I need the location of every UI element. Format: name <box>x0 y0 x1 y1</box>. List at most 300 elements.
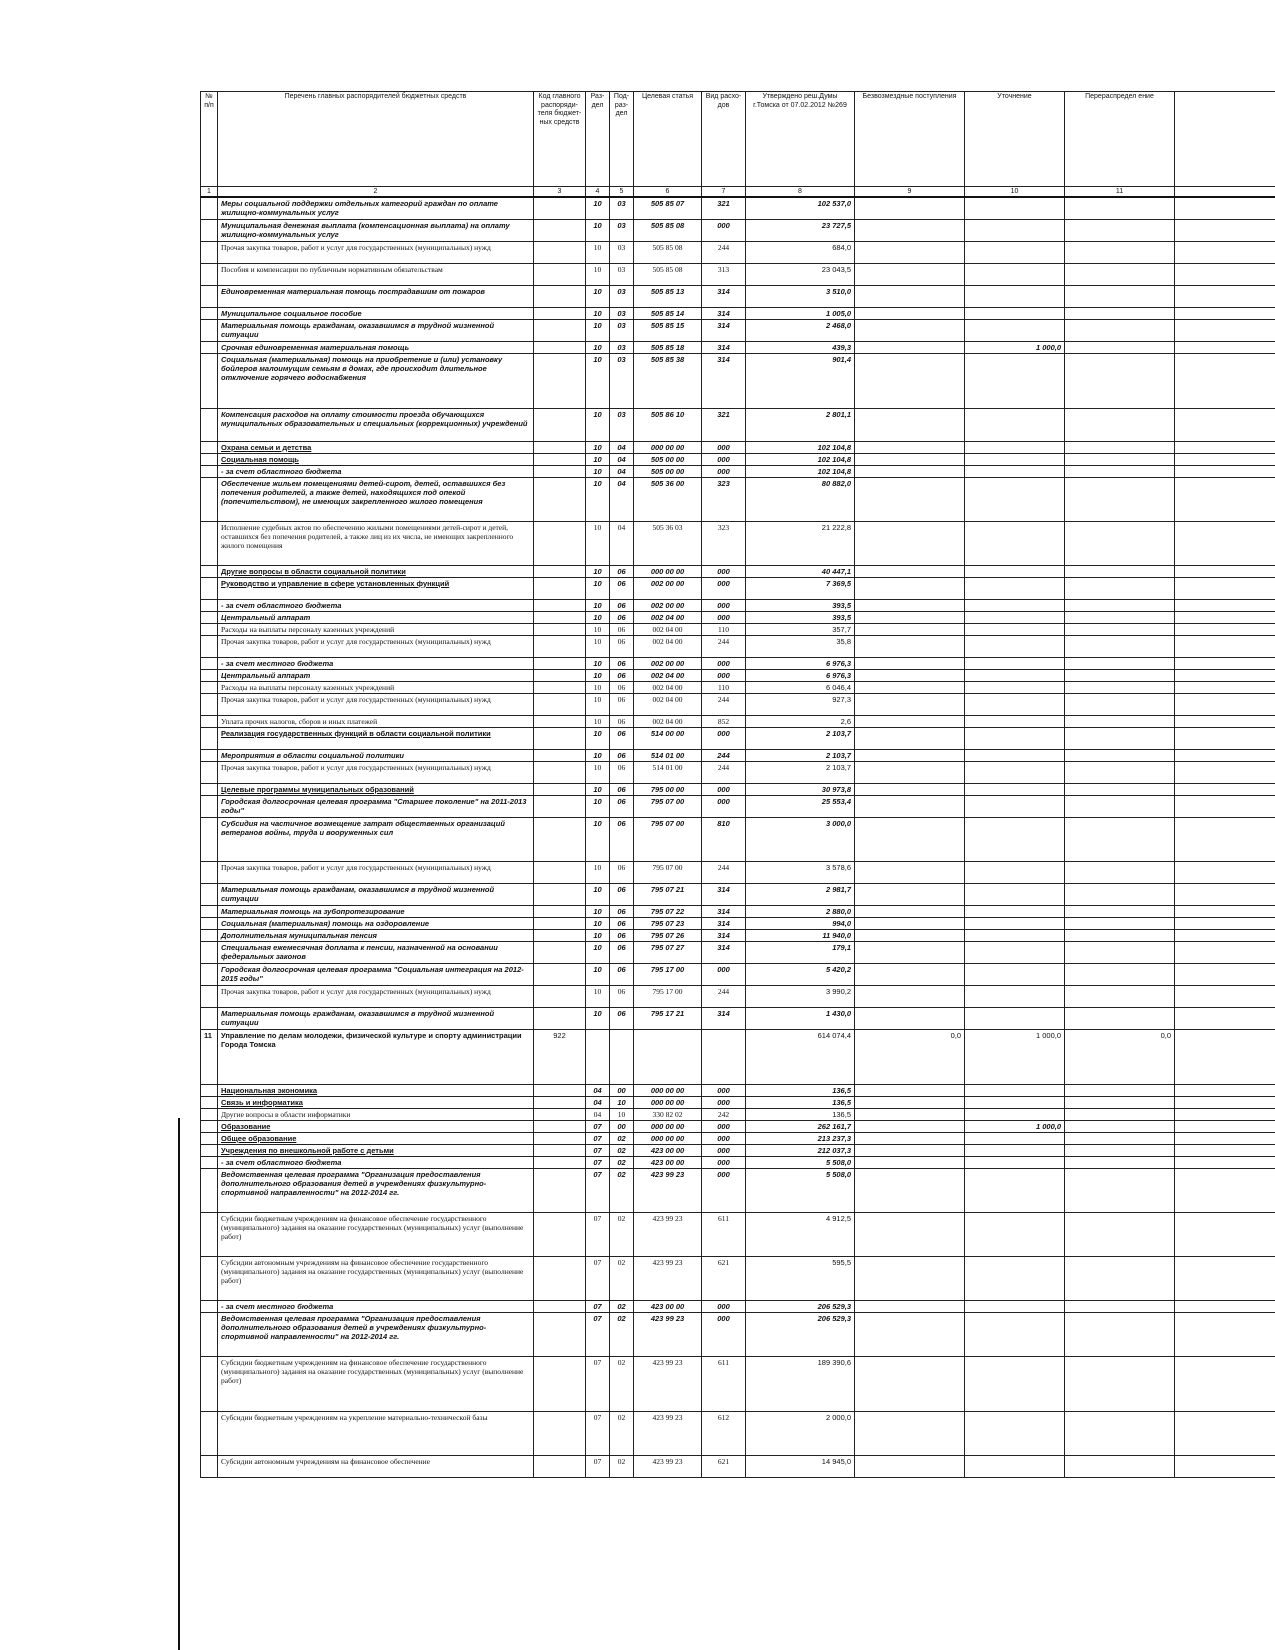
row-number <box>201 285 218 307</box>
row-redistribution <box>1065 1312 1175 1356</box>
row-number <box>201 599 218 611</box>
row-grants <box>855 715 965 727</box>
row-approved: 439,3 <box>746 341 855 353</box>
row-statya: 505 85 08 <box>634 263 702 285</box>
row-code <box>534 727 586 749</box>
row-statya: 505 00 00 <box>634 453 702 465</box>
row-razdel: 10 <box>586 263 610 285</box>
row-razdel: 04 <box>586 1096 610 1108</box>
row-razdel: 10 <box>586 669 610 681</box>
row-razdel: 10 <box>586 657 610 669</box>
row-code <box>534 1084 586 1096</box>
row-approved: 2 880,0 <box>746 905 855 917</box>
row-vid: 323 <box>702 521 746 565</box>
row-clarification <box>965 1132 1065 1144</box>
row-grants <box>855 985 965 1007</box>
table-row <box>201 963 1275 985</box>
row-blank <box>1175 441 1275 453</box>
row-number <box>201 1356 218 1411</box>
row-clarification: 1 000,0 <box>965 341 1065 353</box>
row-clarification <box>965 795 1065 817</box>
row-name: Реализация государственных функций в области социальной политики <box>218 727 534 749</box>
row-number <box>201 883 218 905</box>
row-code <box>534 353 586 408</box>
row-grants <box>855 611 965 623</box>
row-clarification <box>965 1144 1065 1156</box>
row-code <box>534 657 586 669</box>
row-blank <box>1175 577 1275 599</box>
row-number <box>201 1312 218 1356</box>
row-approved: 212 037,3 <box>746 1144 855 1156</box>
row-podrazdel <box>610 1029 634 1084</box>
row-grants <box>855 669 965 681</box>
row-vid: 321 <box>702 408 746 441</box>
row-name: Специальная ежемесячная доплата к пенсии, назначенной на основании федеральных законов <box>218 941 534 963</box>
row-razdel: 10 <box>586 341 610 353</box>
row-vid: 314 <box>702 341 746 353</box>
row-approved: 102 104,8 <box>746 441 855 453</box>
row-clarification <box>965 1411 1065 1455</box>
row-blank <box>1175 1168 1275 1212</box>
row-vid: 314 <box>702 307 746 319</box>
row-vid: 110 <box>702 681 746 693</box>
row-clarification <box>965 611 1065 623</box>
row-number <box>201 1212 218 1256</box>
row-name: Субсидии бюджетным учреждениям на укрепление материально-технической базы <box>218 1411 534 1455</box>
row-blank <box>1175 1144 1275 1156</box>
row-podrazdel: 03 <box>610 285 634 307</box>
row-blank <box>1175 611 1275 623</box>
row-redistribution <box>1065 1212 1175 1256</box>
row-statya: 795 17 00 <box>634 985 702 1007</box>
row-statya <box>634 1029 702 1084</box>
row-podrazdel: 03 <box>610 263 634 285</box>
row-statya: 002 04 00 <box>634 623 702 635</box>
table-row <box>201 577 1275 599</box>
row-podrazdel: 06 <box>610 905 634 917</box>
row-approved: 136,5 <box>746 1108 855 1120</box>
row-statya: 505 85 38 <box>634 353 702 408</box>
row-vid: 000 <box>702 1096 746 1108</box>
column-number-blank <box>1175 187 1275 198</box>
row-podrazdel: 02 <box>610 1312 634 1356</box>
row-name: Расходы на выплаты персоналу казенных учреждений <box>218 623 534 635</box>
row-clarification <box>965 307 1065 319</box>
row-number <box>201 1168 218 1212</box>
row-statya: 423 99 23 <box>634 1312 702 1356</box>
row-grants <box>855 263 965 285</box>
row-clarification <box>965 1256 1065 1300</box>
row-approved: 2 103,7 <box>746 761 855 783</box>
row-podrazdel: 06 <box>610 635 634 657</box>
row-number <box>201 1156 218 1168</box>
row-statya: 002 04 00 <box>634 611 702 623</box>
row-grants <box>855 285 965 307</box>
table-row <box>201 1256 1275 1300</box>
row-number <box>201 1096 218 1108</box>
row-redistribution <box>1065 681 1175 693</box>
row-blank <box>1175 565 1275 577</box>
row-razdel: 10 <box>586 599 610 611</box>
row-razdel: 10 <box>586 681 610 693</box>
row-razdel: 07 <box>586 1312 610 1356</box>
row-grants <box>855 219 965 241</box>
row-vid: 244 <box>702 693 746 715</box>
row-code <box>534 963 586 985</box>
row-redistribution <box>1065 241 1175 263</box>
row-name: Муниципальное социальное пособие <box>218 307 534 319</box>
row-approved: 40 447,1 <box>746 565 855 577</box>
row-code <box>534 861 586 883</box>
row-podrazdel: 06 <box>610 565 634 577</box>
row-podrazdel: 02 <box>610 1300 634 1312</box>
row-podrazdel: 03 <box>610 408 634 441</box>
row-name: Центральный аппарат <box>218 611 534 623</box>
row-approved: 1 430,0 <box>746 1007 855 1029</box>
row-razdel: 10 <box>586 905 610 917</box>
row-vid: 314 <box>702 905 746 917</box>
row-podrazdel: 06 <box>610 693 634 715</box>
table-row <box>201 197 1275 219</box>
row-razdel: 10 <box>586 963 610 985</box>
row-grants <box>855 1256 965 1300</box>
row-name: Субсидии бюджетным учреждениям на финансовое обеспечение государственного (муниципального) задания на оказание государственных (муниципальных) услуг (выполнение работ) <box>218 1212 534 1256</box>
row-clarification <box>965 817 1065 861</box>
row-vid: 242 <box>702 1108 746 1120</box>
row-grants <box>855 1084 965 1096</box>
row-number <box>201 565 218 577</box>
row-number <box>201 577 218 599</box>
row-grants <box>855 599 965 611</box>
row-code <box>534 307 586 319</box>
row-vid: 000 <box>702 565 746 577</box>
row-approved: 2 801,1 <box>746 408 855 441</box>
table-row <box>201 565 1275 577</box>
row-redistribution <box>1065 761 1175 783</box>
row-blank <box>1175 623 1275 635</box>
row-podrazdel: 00 <box>610 1084 634 1096</box>
row-clarification: 1 000,0 <box>965 1029 1065 1084</box>
row-approved: 23 043,5 <box>746 263 855 285</box>
row-vid: 000 <box>702 1168 746 1212</box>
row-redistribution <box>1065 197 1175 219</box>
row-name: Единовременная материальная помощь пострадавшим от пожаров <box>218 285 534 307</box>
row-grants <box>855 1300 965 1312</box>
row-statya: 002 04 00 <box>634 635 702 657</box>
header-code: Код главного распоряди-теля бюджет-ных средств <box>534 92 586 187</box>
row-approved: 14 945,0 <box>746 1455 855 1477</box>
row-podrazdel: 06 <box>610 681 634 693</box>
row-code <box>534 883 586 905</box>
row-redistribution <box>1065 861 1175 883</box>
row-number <box>201 197 218 219</box>
row-vid: 000 <box>702 1084 746 1096</box>
row-statya: 505 86 10 <box>634 408 702 441</box>
row-code <box>534 197 586 219</box>
row-blank <box>1175 1300 1275 1312</box>
row-blank <box>1175 905 1275 917</box>
row-number <box>201 219 218 241</box>
row-grants <box>855 1455 965 1477</box>
row-redistribution <box>1065 307 1175 319</box>
row-name: Национальная экономика <box>218 1084 534 1096</box>
row-podrazdel: 02 <box>610 1156 634 1168</box>
row-approved: 4 912,5 <box>746 1212 855 1256</box>
row-clarification <box>965 319 1065 341</box>
row-clarification <box>965 353 1065 408</box>
table-header <box>201 92 1275 198</box>
row-grants <box>855 565 965 577</box>
row-code <box>534 1312 586 1356</box>
row-clarification <box>965 1455 1065 1477</box>
budget-table <box>200 91 1275 1478</box>
row-podrazdel: 04 <box>610 521 634 565</box>
row-name: Другие вопросы в области информатики <box>218 1108 534 1120</box>
row-statya: 505 36 03 <box>634 521 702 565</box>
row-number <box>201 963 218 985</box>
row-redistribution <box>1065 1168 1175 1212</box>
row-blank <box>1175 761 1275 783</box>
row-blank <box>1175 693 1275 715</box>
row-grants <box>855 307 965 319</box>
row-vid: 323 <box>702 477 746 521</box>
table-row <box>201 1007 1275 1029</box>
row-podrazdel: 06 <box>610 611 634 623</box>
row-grants <box>855 341 965 353</box>
table-row <box>201 635 1275 657</box>
row-podrazdel: 03 <box>610 197 634 219</box>
row-clarification <box>965 783 1065 795</box>
row-blank <box>1175 817 1275 861</box>
table-row <box>201 219 1275 241</box>
row-approved: 3 578,6 <box>746 861 855 883</box>
row-blank <box>1175 263 1275 285</box>
row-grants <box>855 1132 965 1144</box>
row-code <box>534 1156 586 1168</box>
row-approved: 2 000,0 <box>746 1411 855 1455</box>
row-name: Исполнение судебных актов по обеспечению жилыми помещениями детей-сирот и детей, оставшихся без попечения родителей, а также лиц из их числа, не имеющих закрепленного жилого помещения <box>218 521 534 565</box>
row-grants: 0,0 <box>855 1029 965 1084</box>
row-vid: 244 <box>702 241 746 263</box>
row-statya: 423 99 23 <box>634 1455 702 1477</box>
row-blank <box>1175 453 1275 465</box>
row-clarification <box>965 1356 1065 1411</box>
row-statya: 423 99 23 <box>634 1356 702 1411</box>
row-number <box>201 477 218 521</box>
row-code <box>534 635 586 657</box>
row-statya: 000 00 00 <box>634 565 702 577</box>
row-statya: 000 00 00 <box>634 1084 702 1096</box>
row-number <box>201 749 218 761</box>
row-statya: 795 07 22 <box>634 905 702 917</box>
row-clarification <box>965 749 1065 761</box>
row-podrazdel: 06 <box>610 1007 634 1029</box>
row-vid: 621 <box>702 1256 746 1300</box>
row-code <box>534 1096 586 1108</box>
row-approved: 80 882,0 <box>746 477 855 521</box>
row-number <box>201 441 218 453</box>
row-grants <box>855 905 965 917</box>
row-clarification <box>965 599 1065 611</box>
row-clarification <box>965 715 1065 727</box>
row-vid: 000 <box>702 669 746 681</box>
row-number <box>201 611 218 623</box>
row-podrazdel: 06 <box>610 795 634 817</box>
row-podrazdel: 03 <box>610 341 634 353</box>
header-name: Перечень главных распорядителей бюджетных средств <box>218 92 534 187</box>
row-podrazdel: 03 <box>610 353 634 408</box>
table-row <box>201 465 1275 477</box>
table-row <box>201 319 1275 341</box>
row-clarification <box>965 929 1065 941</box>
row-redistribution <box>1065 657 1175 669</box>
row-podrazdel: 06 <box>610 599 634 611</box>
row-grants <box>855 623 965 635</box>
row-approved: 393,5 <box>746 599 855 611</box>
row-name: Материальная помощь гражданам, оказавшимся в трудной жизненной ситуации <box>218 319 534 341</box>
row-name: Субсидии бюджетным учреждениям на финансовое обеспечение государственного (муниципального) задания на оказание государственных (муниципальных) услуг (выполнение работ) <box>218 1356 534 1411</box>
row-redistribution <box>1065 1096 1175 1108</box>
row-approved: 684,0 <box>746 241 855 263</box>
column-number: 1 <box>201 187 218 198</box>
table-row <box>201 1108 1275 1120</box>
row-name: Ведомственная целевая программа "Организация предоставления дополнительного образования детей в учреждениях физкультурно-спортивной направленности" на 2012-2014 гг. <box>218 1312 534 1356</box>
row-name: Муниципальная денежная выплата (компенсационная выплата) на оплату жилищно-коммунальных услуг <box>218 219 534 241</box>
row-redistribution <box>1065 1300 1175 1312</box>
row-blank <box>1175 219 1275 241</box>
row-name: Прочая закупка товаров, работ и услуг для государственных (муниципальных) нужд <box>218 861 534 883</box>
row-statya: 423 00 00 <box>634 1144 702 1156</box>
row-blank <box>1175 1312 1275 1356</box>
row-blank <box>1175 197 1275 219</box>
row-redistribution <box>1065 941 1175 963</box>
row-grants <box>855 1156 965 1168</box>
row-statya: 505 85 18 <box>634 341 702 353</box>
row-name: Управление по делам молодежи, физической культуре и спорту администрации Города Томска <box>218 1029 534 1084</box>
row-redistribution <box>1065 905 1175 917</box>
row-approved: 357,7 <box>746 623 855 635</box>
row-grants <box>855 353 965 408</box>
row-name: - за счет местного бюджета <box>218 657 534 669</box>
row-redistribution <box>1065 319 1175 341</box>
row-podrazdel: 06 <box>610 817 634 861</box>
table-row <box>201 1029 1275 1084</box>
row-number <box>201 761 218 783</box>
table-row <box>201 1156 1275 1168</box>
row-podrazdel: 03 <box>610 319 634 341</box>
row-name: - за счет областного бюджета <box>218 1156 534 1168</box>
table-row <box>201 1300 1275 1312</box>
row-vid <box>702 1029 746 1084</box>
row-number <box>201 465 218 477</box>
row-number <box>201 783 218 795</box>
row-blank <box>1175 727 1275 749</box>
row-razdel: 10 <box>586 565 610 577</box>
row-approved: 206 529,3 <box>746 1300 855 1312</box>
row-name: Уплата прочих налогов, сборов и иных платежей <box>218 715 534 727</box>
row-redistribution <box>1065 1120 1175 1132</box>
table-row <box>201 817 1275 861</box>
row-vid: 314 <box>702 1007 746 1029</box>
table-row <box>201 941 1275 963</box>
row-code <box>534 941 586 963</box>
row-code <box>534 1108 586 1120</box>
header-blank <box>1175 92 1275 187</box>
row-blank <box>1175 635 1275 657</box>
row-statya: 505 85 08 <box>634 241 702 263</box>
header-statya: Целевая статья <box>634 92 702 187</box>
row-name: Городская долгосрочная целевая программа "Социальная интеграция на 2012-2015 годы" <box>218 963 534 985</box>
row-blank <box>1175 963 1275 985</box>
row-name: Прочая закупка товаров, работ и услуг для государственных (муниципальных) нужд <box>218 985 534 1007</box>
row-statya: 505 85 07 <box>634 197 702 219</box>
row-statya: 514 01 00 <box>634 761 702 783</box>
table-row <box>201 453 1275 465</box>
row-name: Социальная (материальная) помощь на приобретение и (или) установку бойлеров малоимущим семьям в домах, где происходит длительное отключение горячего водоснабжения <box>218 353 534 408</box>
column-number: 10 <box>965 187 1065 198</box>
row-grants <box>855 408 965 441</box>
row-approved: 614 074,4 <box>746 1029 855 1084</box>
row-approved: 102 537,0 <box>746 197 855 219</box>
row-number <box>201 241 218 263</box>
row-name: Городская долгосрочная целевая программа "Старшее поколение" на 2011-2013 годы" <box>218 795 534 817</box>
row-grants <box>855 1312 965 1356</box>
row-grants <box>855 817 965 861</box>
row-code <box>534 611 586 623</box>
row-clarification <box>965 963 1065 985</box>
column-number: 8 <box>746 187 855 198</box>
row-code <box>534 715 586 727</box>
row-vid: 244 <box>702 635 746 657</box>
row-blank <box>1175 307 1275 319</box>
row-clarification <box>965 577 1065 599</box>
row-razdel: 07 <box>586 1144 610 1156</box>
row-statya: 505 85 08 <box>634 219 702 241</box>
row-code: 922 <box>534 1029 586 1084</box>
row-clarification <box>965 1300 1065 1312</box>
row-clarification <box>965 219 1065 241</box>
row-number <box>201 521 218 565</box>
row-redistribution <box>1065 783 1175 795</box>
table-row <box>201 917 1275 929</box>
row-razdel: 10 <box>586 611 610 623</box>
row-redistribution <box>1065 611 1175 623</box>
row-clarification <box>965 1096 1065 1108</box>
row-number <box>201 1084 218 1096</box>
row-blank <box>1175 285 1275 307</box>
row-razdel: 10 <box>586 441 610 453</box>
row-blank <box>1175 408 1275 441</box>
row-clarification <box>965 465 1065 477</box>
row-name: - за счет областного бюджета <box>218 465 534 477</box>
row-redistribution <box>1065 353 1175 408</box>
row-grants <box>855 1168 965 1212</box>
row-redistribution <box>1065 727 1175 749</box>
row-grants <box>855 749 965 761</box>
table-row <box>201 241 1275 263</box>
column-number: 3 <box>534 187 586 198</box>
table-row <box>201 795 1275 817</box>
row-blank <box>1175 1096 1275 1108</box>
header-grants: Безвозмездные поступления <box>855 92 965 187</box>
row-number <box>201 657 218 669</box>
row-vid: 110 <box>702 623 746 635</box>
row-blank <box>1175 1029 1275 1084</box>
row-razdel: 07 <box>586 1411 610 1455</box>
row-razdel: 10 <box>586 727 610 749</box>
row-redistribution <box>1065 263 1175 285</box>
row-code <box>534 761 586 783</box>
